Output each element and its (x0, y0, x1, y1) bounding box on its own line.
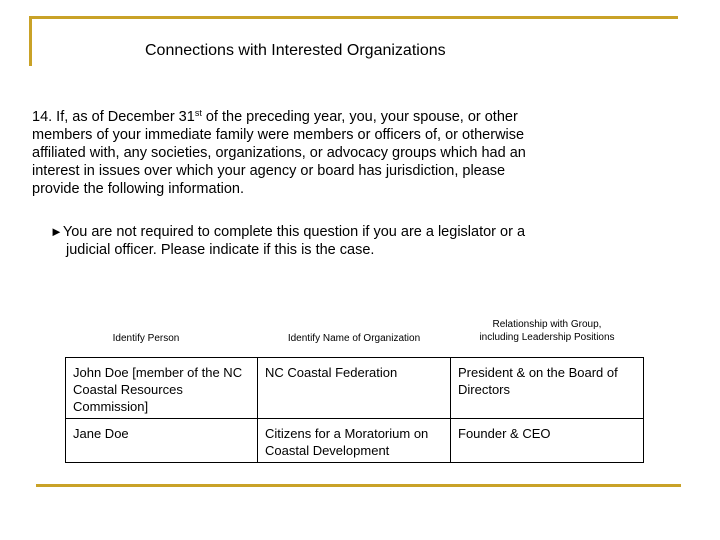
column-header-relationship-line-1: Relationship with Group, (492, 319, 602, 330)
question-text (32, 108, 642, 198)
bottom-accent-rule (36, 484, 681, 487)
table-row (66, 419, 644, 463)
table-cell-relationship: President & on the Board of Directors (451, 358, 644, 419)
instruction-note (50, 223, 650, 259)
ordinal-superscript: st (194, 108, 202, 118)
question-line-1 (32, 108, 642, 126)
arrow-bullet-icon: ► (50, 224, 63, 239)
column-header-organization: Identify Name of Organization (287, 333, 421, 344)
question-line-2: members of your immediate family were members or officers of, or otherwise (32, 127, 525, 143)
table-row (66, 358, 644, 419)
table-cell-person: John Doe [member of the NC Coastal Resources Commission] (66, 358, 258, 419)
table-cell-person: Jane Doe (66, 419, 258, 463)
question-line-1-start: 14. If, as of December 31 (32, 109, 195, 125)
table-cell-relationship: Founder & CEO (451, 419, 644, 463)
table-cell-organization: NC Coastal Federation (258, 358, 451, 419)
column-header-relationship-line-2: including Leadership Positions (479, 332, 615, 343)
note-line-1 (50, 223, 650, 241)
column-header-person: Identify Person (112, 333, 180, 344)
top-accent-rule (29, 16, 678, 19)
table-cell-organization: Citizens for a Moratorium on Coastal Development (258, 419, 451, 463)
question-line-1-end: of the preceding year, you, your spouse, or other (201, 109, 518, 125)
page-title: Connections with Interested Organizations (145, 42, 446, 59)
question-line-3: affiliated with, any societies, organizations, or advocacy groups which had an (32, 145, 526, 161)
column-header-relationship (451, 318, 643, 344)
note-line-2: judicial officer. Please indicate if this is the case. (66, 242, 375, 258)
affiliations-table (65, 357, 644, 463)
question-line-4: interest in issues over which your agency or board has jurisdiction, please (32, 163, 506, 179)
note-line-1-text: You are not required to complete this question if you are a legislator or a (62, 224, 526, 240)
left-accent-rule (29, 16, 32, 66)
question-line-5: provide the following information. (32, 181, 244, 197)
